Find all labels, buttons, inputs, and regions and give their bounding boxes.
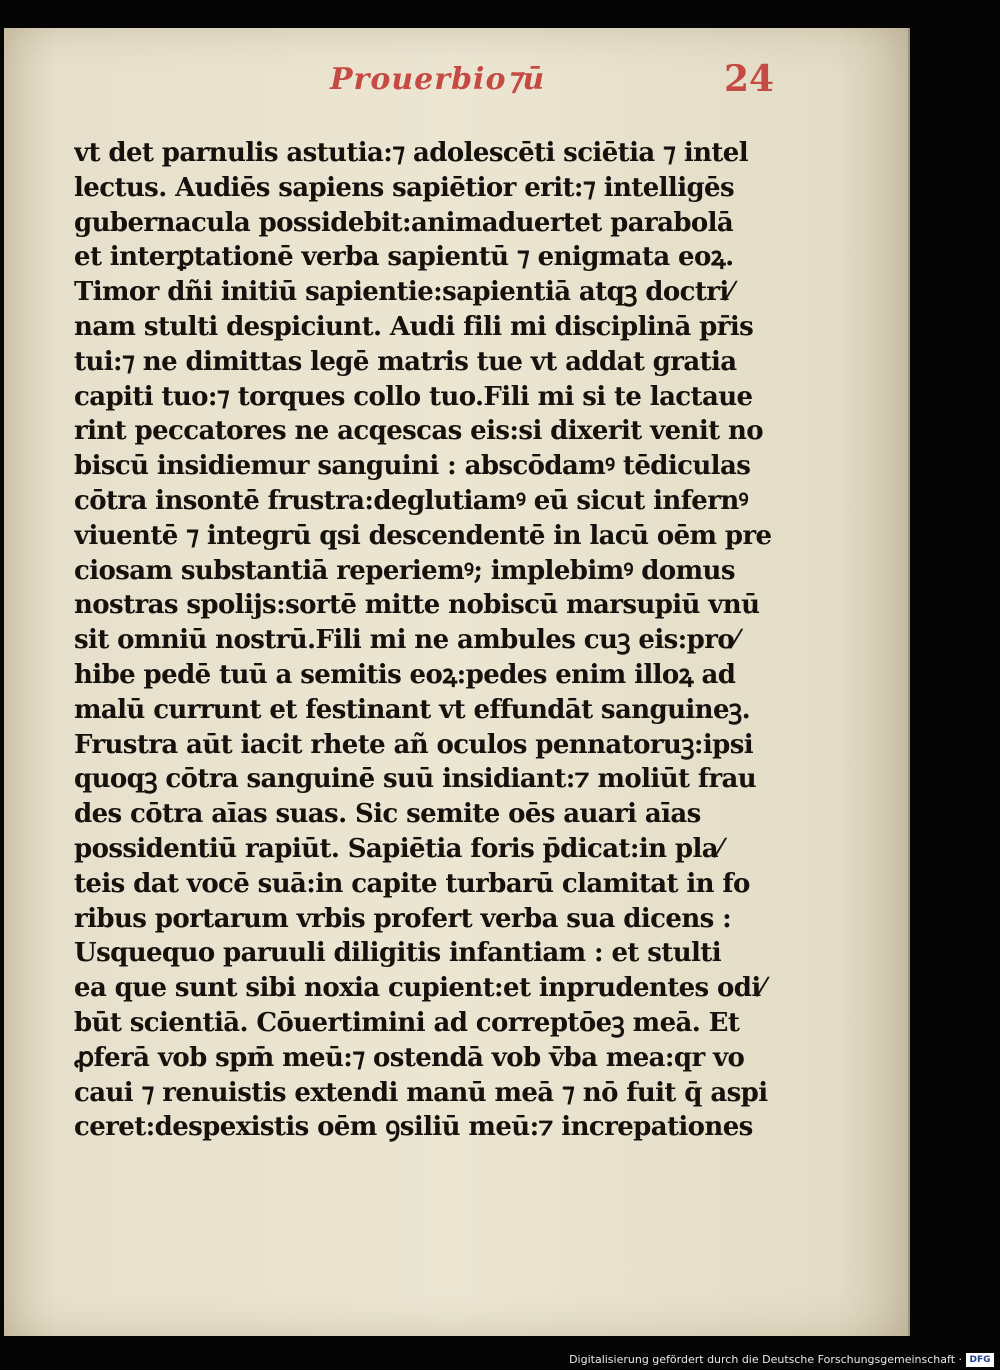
text-line: sit omniū nostrū.Fili mi ne ambules cuꝫ eis:pro⁄ [74,625,738,656]
text-line: des cōtra aīas suas. Sic semite oēs auari aīas [74,799,701,830]
text-line: malū currunt et festinant vt effundāt sanguineꝫ. [74,694,751,725]
text-line: rint peccatores ne acqescas eis:si dixerit venit no [74,416,764,447]
book-page [4,28,910,1336]
text-line: biscū insidiemur sanguini : abscōdamꝰ tēdiculas [74,451,751,482]
text-line: Usquequo paruuli diligitis infantiam : et stulti [74,938,721,969]
text-line: ciosam substantiā reperiemꝰ; implebimꝰ domus [74,555,735,586]
text-line: cōtra insontē frustra:deglutiamꝰ eū sicut infernꝰ [74,485,748,516]
text-line: nostras spolijs:sortē mitte nobiscū marsupiū vnū [74,590,760,621]
text-line: ceret:despexistis oēm ꝯsiliū meū:⁊ increpationes [74,1112,753,1143]
text-line: hibe pedē tuū a semitis eoꝝ:pedes enim illoꝝ ad [74,659,736,690]
funding-credit: Digitalisierung gefördert durch die Deutsche Forschungsgemeinschaft · [569,1353,962,1366]
text-block [74,136,794,1145]
text-line: capiti tuo:⁊ torques collo tuo.Fili mi si te lactaue [74,381,753,412]
text-line: possidentiū rapiūt. Sapiētia foris p̄dicat:in pla⁄ [74,833,722,864]
text-line: teis dat vocē suā:in capite turbarū clamitat in fo [74,868,750,899]
text-line: quoqꝫ cōtra sanguinē suū insidiant:⁊ moliūt frau [74,764,757,795]
text-line: Frustra aūt iacit rhete añ oculos pennatoruꝫ:ipsi [74,729,754,760]
text-line: ea que sunt sibi noxia cupient:et inprudentes odi⁄ [74,973,765,1004]
text-line: Timor dñi initiū sapientie:sapientiā atqꝫ doctri⁄ [74,277,733,308]
page-number: 24 [724,58,775,100]
text-line: ꝓferā vob spm̄ meū:⁊ ostendā vob v̄ba mea:qr vo [74,1042,745,1073]
text-line: lectus. Audiēs sapiens sapiētior erit:⁊ intelligēs [74,172,735,203]
text-line: viuentē ⁊ integrū qsi descendentē in lacū oēm pre [74,520,772,551]
text-line: tui:⁊ ne dimittas legē matris tue vt addat gratia [74,346,737,377]
text-line: nam stulti despiciunt. Audi fili mi disciplinā pr̄is [74,311,754,342]
text-line: būt scientiā. Cōuertimini ad correptōeꝫ meā. Et [74,1007,740,1038]
text-line: caui ⁊ renuistis extendi manū meā ⁊ nō fuit q̄ aspi [74,1077,768,1108]
running-head: Prouerbio⁊ū [330,62,546,97]
text-line: vt det parnulis astutia:⁊ adolescēti sciētia ⁊ intel [74,138,749,168]
text-line: ribus portarum vrbis profert verba sua dicens : [74,903,732,934]
dfg-logo: DFG [966,1353,994,1367]
text-line: gubernacula possidebit:animaduertet parabolā [74,207,734,238]
text-line: et interꝑtationē verba sapientū ⁊ enigmata eoꝝ. [74,242,734,273]
